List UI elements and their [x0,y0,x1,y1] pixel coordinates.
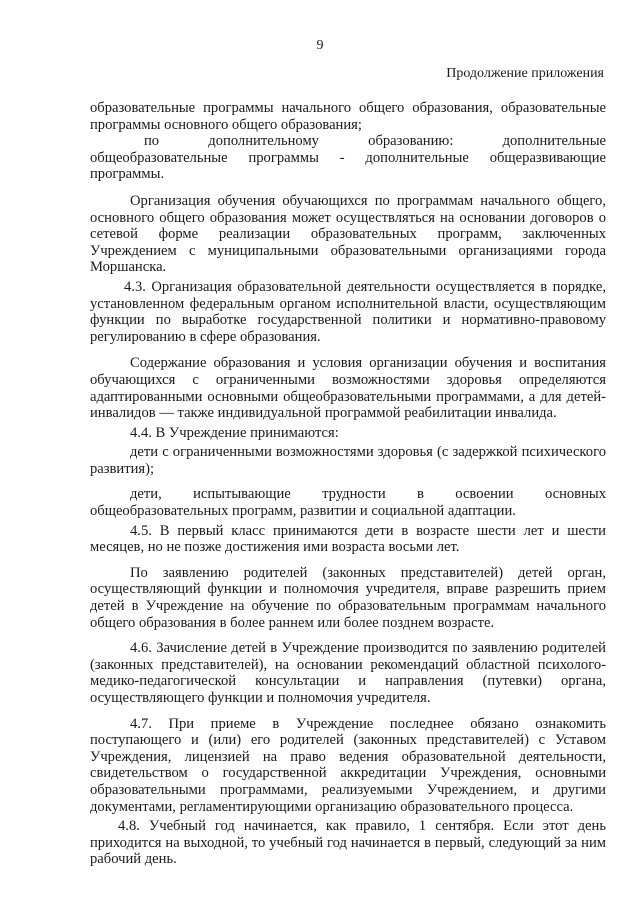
paragraph: по дополнительному образованию: дополнительные общеобразовательные программы - дополнительные общеразвивающие программы. [90,133,606,183]
paragraph: 4.6. Зачисление детей в Учреждение производится по заявлению родителей (законных представителей), на основании рекомендаций областной психолого-медико-педагогической консультации и направления (путевки) органа, осуществляющего функции и полномочия учредителя. [90,640,606,706]
paragraph: дети, испытывающие трудности в освоении основных общеобразовательных программ, развитии и социальной адаптации. [90,486,606,520]
paragraph: 4.4. В Учреждение принимаются: [130,424,339,441]
paragraph: образовательные программы начального общего образования, образовательные программы основного общего образования; [90,100,606,133]
paragraph: 4.8. Учебный год начинается, как правило, 1 сентября. Если этот день приходится на выходной, то учебный год начинается в первый, следующий за ним рабочий день. [90,818,606,868]
paragraph: 4.7. При приеме в Учреждение последнее обязано ознакомить поступающего и (или) его родителей (законных представителей) с Уставом Учреждения, лицензией на право ведения образовательной деятельности, свидетельством о государственной аккредитации Учреждения, основными образовательными программами, реализуемыми Учреждением, и другими документами, регламентирующими организацию образовательного процесса. [90,715,606,815]
paragraph: 4.3. Организация образовательной деятельности осуществляется в порядке, установленном федеральным органом исполнительной власти, осуществляющим функции по выработке государственной политики и нормативно-правовому регулированию в сфере образования. [90,278,606,345]
continuation-label: Продолжение приложения [446,66,604,81]
page-number: 9 [316,38,324,53]
document-body [90,100,606,868]
paragraph: Содержание образования и условия организации обучения и воспитания обучающихся с ограниченными возможностями здоровья определяются адаптированными основными общеобразовательными программами, а для детей-инвалидов — также индивидуальной программой реабилитации инвалида. [90,355,606,422]
paragraph: По заявлению родителей (законных представителей) детей орган, осуществляющий функции и полномочия учредителя, вправе разрешить прием детей в Учреждение на обучение по образовательным программам начального общего образования в более раннем или более позднем возрасте. [90,564,606,631]
paragraph: 4.5. В первый класс принимаются дети в возрасте шести лет и шести месяцев, но не позже достижения ими возраста восьми лет. [90,522,606,556]
paragraph: дети с ограниченными возможностями здоровья (с задержкой психического развития); [90,444,606,477]
paragraph: Организация обучения обучающихся по программам начального общего, основного общего образования может осуществляться на основании договоров о сетевой форме реализации образовательных программ, заключенных Учреждением с муниципальными образовательными организациями города Моршанска. [90,192,606,276]
